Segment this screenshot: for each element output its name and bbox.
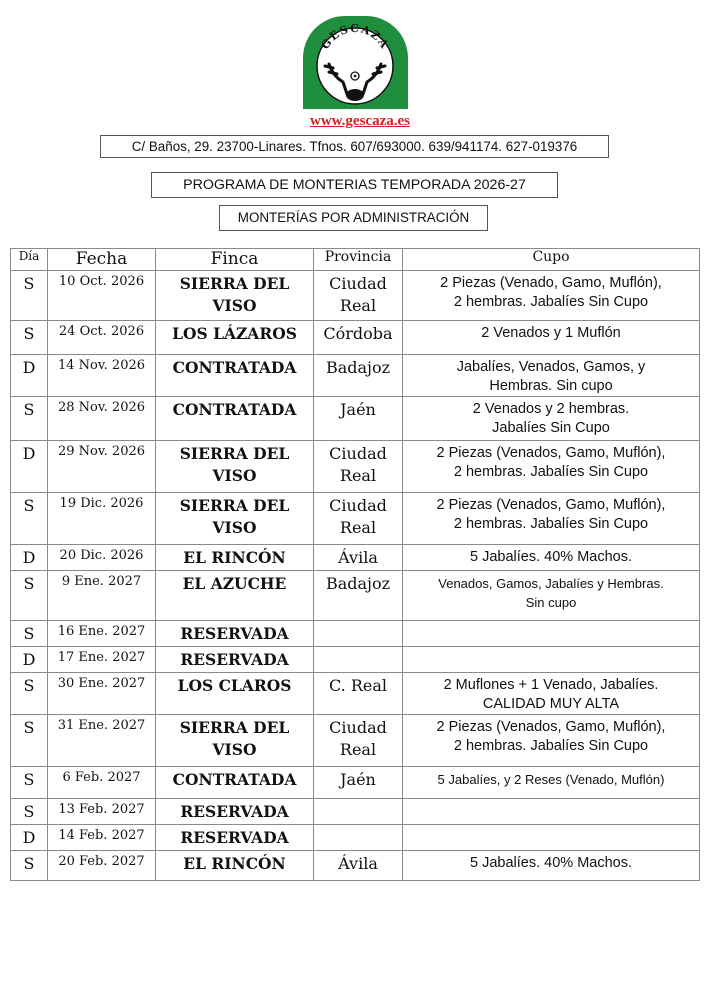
cell-provincia: [314, 493, 403, 545]
cell-provincia: [314, 673, 403, 715]
table-row: [11, 493, 700, 545]
cell-cupo: [403, 441, 700, 493]
header-cupo: Cupo: [403, 249, 700, 271]
cell-finca-line: CONTRATADA: [172, 358, 297, 377]
cell-cupo: [403, 493, 700, 545]
cell-cupo-line: 5 Jabalíes. 40% Machos.: [469, 855, 632, 871]
cell-finca: [156, 621, 314, 647]
cell-dia: S: [11, 271, 48, 321]
cell-finca: [156, 673, 314, 715]
cell-provincia: [314, 271, 403, 321]
table-row: [11, 321, 700, 355]
table-header-row: [11, 249, 700, 271]
table-row: [11, 825, 700, 851]
cell-cupo-line: Sin cupo: [525, 595, 577, 610]
cell-provincia-line: Jaén: [340, 770, 376, 789]
cell-fecha: 17 Ene. 2027: [48, 647, 156, 673]
cell-provincia: [314, 397, 403, 441]
table-row: [11, 355, 700, 397]
cell-dia: S: [11, 571, 48, 621]
cell-cupo-line: 2 hembras. Jabalíes Sin Cupo: [453, 516, 649, 532]
cell-provincia-line: Ávila: [338, 854, 378, 873]
cell-provincia: [314, 715, 403, 767]
cell-dia: S: [11, 321, 48, 355]
cell-fecha: 14 Nov. 2026: [48, 355, 156, 397]
cell-provincia-line: Badajoz: [325, 574, 391, 593]
cell-provincia-line: C. Real: [328, 676, 387, 695]
cell-fecha: 20 Feb. 2027: [48, 851, 156, 881]
address-line: C/ Baños, 29. 23700-Linares. Tfnos. 607/693000. 639/941174. 627-019376: [100, 135, 609, 158]
website-link[interactable]: www.gescaza.es: [310, 113, 410, 129]
cell-cupo: [403, 271, 700, 321]
cell-cupo-line: 2 Piezas (Venado, Gamo, Muflón),: [440, 275, 662, 291]
cell-finca-line: VISO: [212, 518, 257, 537]
cell-cupo: [403, 851, 700, 881]
cell-finca: [156, 825, 314, 851]
cell-fecha: 28 Nov. 2026: [48, 397, 156, 441]
cell-finca-line: CONTRATADA: [172, 400, 297, 419]
cell-fecha: 13 Feb. 2027: [48, 799, 156, 825]
cell-finca: [156, 851, 314, 881]
cell-dia: D: [11, 647, 48, 673]
cell-cupo-line: 2 hembras. Jabalíes Sin Cupo: [453, 294, 649, 310]
cell-cupo-line: 5 Jabalíes. 40% Machos.: [469, 549, 632, 565]
cell-finca-line: RESERVADA: [180, 624, 289, 643]
cell-cupo: [403, 571, 700, 621]
cell-finca-line: LOS CLAROS: [177, 676, 292, 695]
cell-cupo-line: CALIDAD MUY ALTA: [482, 696, 620, 712]
header-fecha: Fecha: [48, 249, 156, 271]
cell-cupo-line: 2 Piezas (Venados, Gamo, Muflón),: [436, 497, 666, 513]
cell-dia: S: [11, 799, 48, 825]
table-row: [11, 621, 700, 647]
cell-finca-line: EL AZUCHE: [182, 574, 287, 593]
cell-provincia-line: Ciudad: [329, 496, 387, 515]
cell-provincia: [314, 545, 403, 571]
header-finca: Finca: [156, 249, 314, 271]
table-row: [11, 799, 700, 825]
table-row: [11, 271, 700, 321]
table-row: [11, 851, 700, 881]
cell-finca-line: VISO: [212, 296, 257, 315]
cell-dia: S: [11, 851, 48, 881]
cell-cupo: [403, 545, 700, 571]
cell-fecha: 10 Oct. 2026: [48, 271, 156, 321]
cell-provincia: [314, 647, 403, 673]
cell-provincia: [314, 799, 403, 825]
cell-finca-line: LOS LÁZAROS: [172, 324, 297, 343]
cell-cupo-line: 2 Muflones + 1 Venado, Jabalíes.: [443, 677, 659, 693]
cell-finca-line: SIERRA DEL: [179, 444, 290, 463]
header-provincia: Provincia: [314, 249, 403, 271]
cell-cupo-line: 2 Venados y 2 hembras.: [472, 401, 630, 417]
cell-cupo: [403, 799, 700, 825]
cell-provincia-line: Real: [339, 296, 377, 315]
cell-finca-line: SIERRA DEL: [179, 274, 290, 293]
cell-provincia: [314, 767, 403, 799]
cell-provincia: [314, 441, 403, 493]
cell-dia: D: [11, 441, 48, 493]
cell-cupo: [403, 397, 700, 441]
cell-finca: [156, 545, 314, 571]
cell-cupo-line: 2 Piezas (Venados, Gamo, Muflón),: [436, 719, 666, 735]
cell-provincia-line: Real: [339, 518, 377, 537]
cell-provincia-line: Real: [339, 740, 377, 759]
logo-text: GESCAZA: [318, 21, 392, 52]
cell-provincia: [314, 825, 403, 851]
cell-dia: S: [11, 767, 48, 799]
cell-dia: D: [11, 355, 48, 397]
cell-provincia-line: Ciudad: [329, 274, 387, 293]
cell-dia: S: [11, 397, 48, 441]
cell-provincia: [314, 355, 403, 397]
table-row: [11, 545, 700, 571]
cell-dia: S: [11, 715, 48, 767]
cell-fecha: 6 Feb. 2027: [48, 767, 156, 799]
cell-cupo: [403, 355, 700, 397]
cell-cupo-line: Jabalíes Sin Cupo: [492, 420, 610, 436]
cell-provincia: [314, 621, 403, 647]
cell-finca: [156, 767, 314, 799]
cell-finca: [156, 571, 314, 621]
cell-provincia-line: Ciudad: [329, 444, 387, 463]
table-row: [11, 715, 700, 767]
cell-cupo-line: 2 Venados y 1 Muflón: [481, 325, 621, 341]
cell-finca-line: VISO: [212, 466, 257, 485]
gescaza-logo: [303, 16, 408, 109]
cell-dia: S: [11, 621, 48, 647]
cell-finca-line: EL RINCÓN: [183, 854, 286, 873]
cell-cupo: [403, 321, 700, 355]
cell-cupo-line: Venados, Gamos, Jabalíes y Hembras.: [438, 576, 664, 591]
cell-cupo-line: 5 Jabalíes, y 2 Reses (Venado, Muflón): [437, 772, 665, 787]
cell-provincia-line: Badajoz: [325, 358, 391, 377]
cell-finca-line: RESERVADA: [180, 802, 289, 821]
cell-provincia: [314, 321, 403, 355]
cell-fecha: 29 Nov. 2026: [48, 441, 156, 493]
cell-fecha: 31 Ene. 2027: [48, 715, 156, 767]
cell-finca: [156, 647, 314, 673]
cell-cupo-line: Hembras. Sin cupo: [489, 378, 613, 394]
cell-finca-line: SIERRA DEL: [179, 496, 290, 515]
cell-fecha: 19 Dic. 2026: [48, 493, 156, 545]
table-row: [11, 767, 700, 799]
cell-finca: [156, 271, 314, 321]
cell-finca: [156, 493, 314, 545]
cell-cupo: [403, 825, 700, 851]
deer-antlers-logo-icon: [303, 16, 408, 109]
cell-cupo: [403, 673, 700, 715]
cell-fecha: 20 Dic. 2026: [48, 545, 156, 571]
cell-finca-line: CONTRATADA: [172, 770, 297, 789]
cell-cupo-line: Jabalíes, Venados, Gamos, y: [456, 359, 646, 375]
cell-finca: [156, 397, 314, 441]
cell-fecha: 30 Ene. 2027: [48, 673, 156, 715]
cell-provincia-line: Ávila: [338, 548, 378, 567]
cell-dia: S: [11, 493, 48, 545]
cell-cupo: [403, 767, 700, 799]
cell-fecha: 16 Ene. 2027: [48, 621, 156, 647]
cell-provincia: [314, 851, 403, 881]
cell-fecha: 14 Feb. 2027: [48, 825, 156, 851]
cell-fecha: 24 Oct. 2026: [48, 321, 156, 355]
monterias-table: [10, 248, 700, 881]
cell-provincia-line: Córdoba: [323, 324, 393, 343]
cell-finca: [156, 799, 314, 825]
cell-finca: [156, 321, 314, 355]
cell-dia: D: [11, 825, 48, 851]
cell-dia: S: [11, 673, 48, 715]
table-row: [11, 571, 700, 621]
table-row: [11, 647, 700, 673]
cell-finca-line: RESERVADA: [180, 828, 289, 847]
cell-cupo-line: 2 hembras. Jabalíes Sin Cupo: [453, 464, 649, 480]
cell-cupo: [403, 715, 700, 767]
cell-finca: [156, 715, 314, 767]
cell-finca-line: RESERVADA: [180, 650, 289, 669]
cell-dia: D: [11, 545, 48, 571]
section-subtitle: MONTERÍAS POR ADMINISTRACIÓN: [219, 205, 488, 231]
cell-finca-line: SIERRA DEL: [179, 718, 290, 737]
table-row: [11, 441, 700, 493]
header-dia: Día: [11, 249, 48, 271]
table-body: [11, 271, 700, 881]
table-row: [11, 673, 700, 715]
cell-finca-line: VISO: [212, 740, 257, 759]
cell-cupo-line: 2 hembras. Jabalíes Sin Cupo: [453, 738, 649, 754]
cell-fecha: 9 Ene. 2027: [48, 571, 156, 621]
cell-cupo: [403, 621, 700, 647]
cell-cupo-line: 2 Piezas (Venados, Gamo, Muflón),: [436, 445, 666, 461]
cell-finca: [156, 355, 314, 397]
cell-finca: [156, 441, 314, 493]
program-title: PROGRAMA DE MONTERIAS TEMPORADA 2026-27: [151, 172, 558, 198]
cell-finca-line: EL RINCÓN: [183, 548, 286, 567]
cell-provincia: [314, 571, 403, 621]
cell-cupo: [403, 647, 700, 673]
cell-provincia-line: Ciudad: [329, 718, 387, 737]
cell-provincia-line: Jaén: [340, 400, 376, 419]
table-row: [11, 397, 700, 441]
cell-provincia-line: Real: [339, 466, 377, 485]
